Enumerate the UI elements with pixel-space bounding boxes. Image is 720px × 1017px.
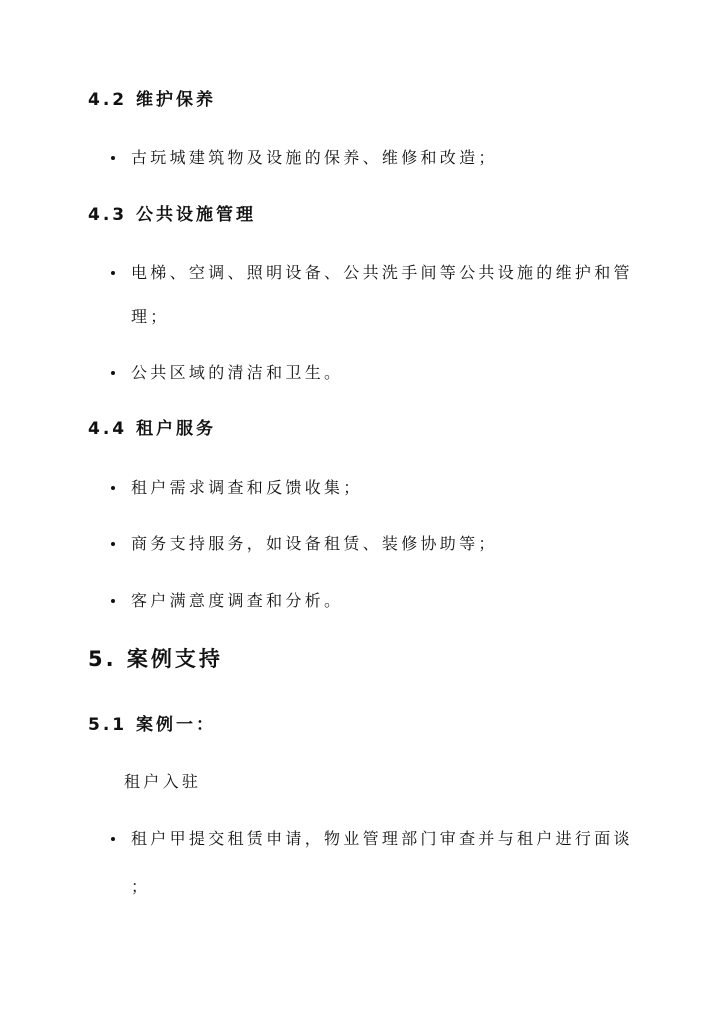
- list-item: [0, 532, 720, 556]
- heading-4-3: 4.3 公共设施管理: [88, 205, 257, 225]
- bullet-icon: [111, 486, 115, 490]
- list-item-text: 电梯、空调、照明设备、公共洗手间等公共设施的维护和管: [131, 263, 633, 282]
- bullet-icon: [111, 371, 115, 375]
- list-item-continuation: ；: [131, 877, 151, 896]
- heading-5: 5. 案例支持: [88, 647, 223, 671]
- list-item-text: 租户甲提交租赁申请，物业管理部门审查并与租户进行面谈: [131, 829, 633, 848]
- bullet-icon: [111, 271, 115, 275]
- list-item-text: 客户满意度调查和分析。: [131, 591, 344, 610]
- list-item: [0, 476, 720, 500]
- bullet-icon: [111, 599, 115, 603]
- list-item: [0, 361, 720, 385]
- list-item-text: 商务支持服务，如设备租赁、装修协助等；: [131, 534, 498, 553]
- list-item-text: 公共区域的清洁和卫生。: [131, 363, 344, 382]
- heading-4-4: 4.4 租户服务: [88, 419, 217, 439]
- bullet-icon: [111, 542, 115, 546]
- list-item-text: 古玩城建筑物及设施的保养、维修和改造；: [131, 148, 498, 167]
- heading-5-1: 5.1 案例一：: [88, 715, 217, 735]
- bullet-icon: [111, 837, 115, 841]
- list-item-continuation: 理；: [131, 307, 170, 326]
- list-item: [0, 261, 720, 285]
- heading-4-2: 4.2 维护保养: [88, 90, 217, 110]
- list-item: [0, 146, 720, 170]
- list-item-text: 租户需求调查和反馈收集；: [131, 478, 363, 497]
- list-item: [0, 589, 720, 613]
- bullet-icon: [111, 156, 115, 160]
- list-item: [0, 827, 720, 851]
- paragraph: 租户入驻: [124, 772, 202, 791]
